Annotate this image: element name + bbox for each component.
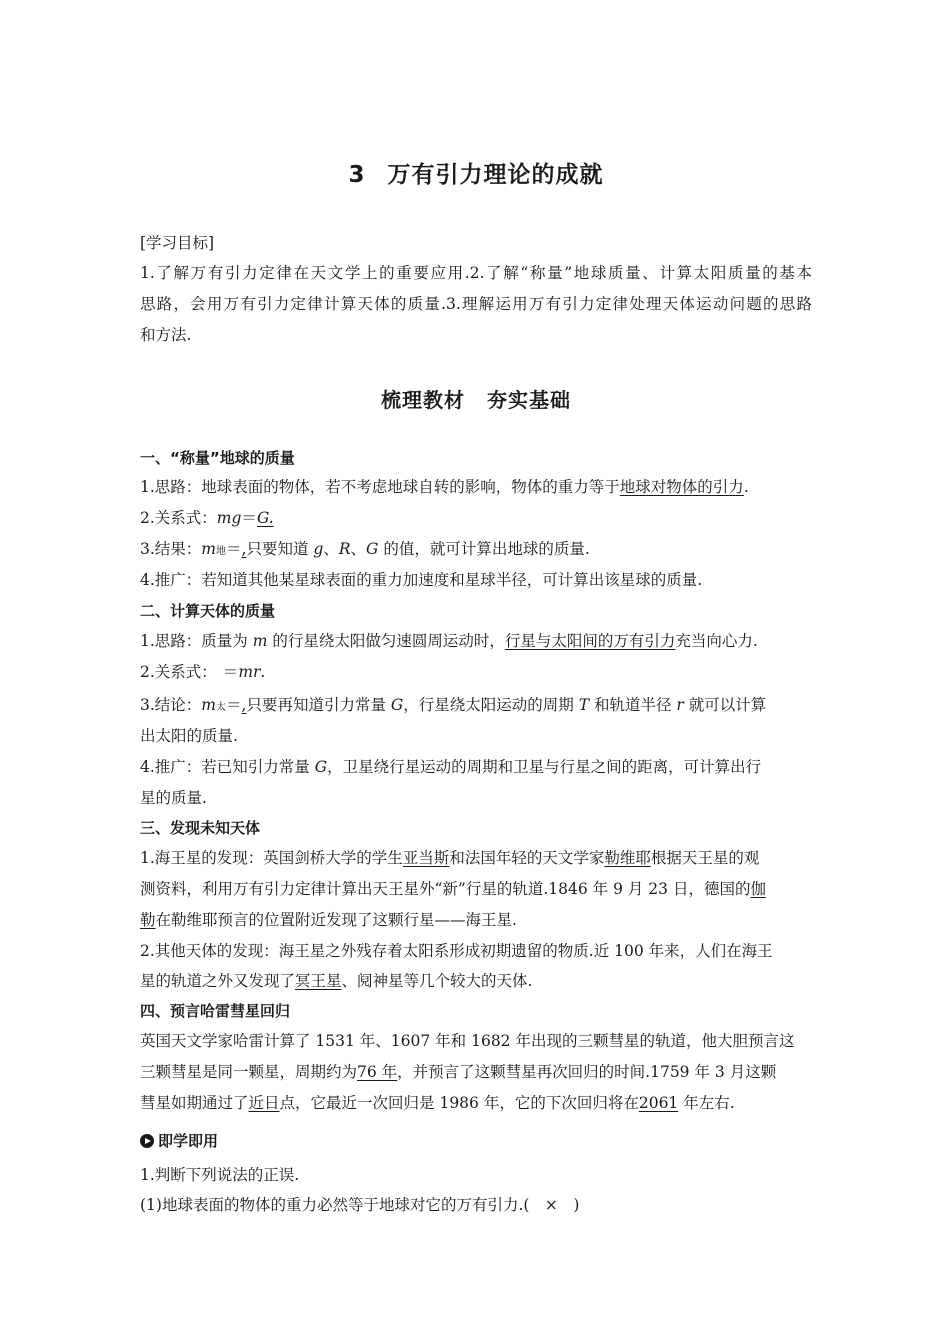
s2-p2-end: .: [260, 663, 266, 681]
s2-p1: [140, 631, 812, 651]
s2-p3-text-c: ，行星绕太阳运动的周期: [403, 696, 579, 714]
title-number: 3: [348, 162, 366, 188]
s1-heading: 一、“称量”地球的质量: [140, 449, 295, 467]
s1-p3-sep2: 、: [350, 540, 367, 558]
s2-p1-text-c: 充当向心力.: [675, 632, 758, 650]
s1-p3-text: 3.结果：: [140, 540, 202, 558]
s2-p2: [140, 662, 812, 682]
s2-heading: 二、计算天体的质量: [140, 602, 276, 620]
s3-p1-line2: [140, 879, 812, 899]
s2-p3-m: m: [201, 696, 216, 714]
s4-line3-perihelion: 近日: [248, 1094, 280, 1112]
s1-p3-text-c: 的值，就可计算出地球的质量.: [378, 540, 590, 558]
s1-p3-blank: ,: [241, 540, 247, 558]
s4-line3-text-b: 点，它最近一次回归是 1986 年，它的下次回归将在: [279, 1094, 639, 1112]
practice-q1: 1.判断下列说法的正误.: [140, 1166, 300, 1184]
s1-p1-text: 1.思路：地球表面的物体，若不考虑地球自转的影响，物体的重力等于: [140, 478, 620, 496]
s2-p3: [140, 695, 812, 718]
s3-p1-galle-a: 伽: [750, 880, 766, 898]
s1-p3-g: g: [313, 540, 324, 558]
objectives-line-1: 1.了解万有引力定律在天文学上的重要应用.2.了解“称量”地球质量、计算太阳质量的基本: [140, 264, 812, 282]
s2-p4-text-b: ，卫星绕行星运动的周期和卫星与行星之间的距离，可计算出行: [327, 758, 762, 776]
s1-p1-end: .: [743, 478, 749, 496]
s1-p3-sep1: 、: [323, 540, 339, 558]
practice-heading-text: 即学即用: [158, 1132, 219, 1150]
s3-p1: [140, 848, 812, 868]
s4-line1: 英国天文学家哈雷计算了 1531 年、1607 年和 1682 年出现的三颗彗星的轨道，他大胆预言这: [140, 1032, 795, 1050]
section-title-part1: 梳理教材: [381, 388, 465, 412]
s2-p3-eq: ＝: [226, 696, 242, 714]
s1-p2: [140, 508, 812, 528]
s1-p3: [140, 539, 812, 562]
s4-line2: [140, 1062, 812, 1082]
s2-p4-line2: 星的质量.: [140, 789, 207, 807]
s3-p2-text-b: 、阋神星等几个较大的天体.: [341, 972, 533, 990]
s4-line3-text: 彗星如期通过了: [140, 1094, 249, 1112]
objectives-line-2: 思路，会用万有引力定律计算天体的质量.3.理解运用万有引力定律处理天体运动问题的思路: [140, 295, 812, 313]
s2-p2-mr: mr: [238, 663, 261, 681]
s2-p3-T: T: [578, 696, 590, 714]
practice-heading: [140, 1131, 812, 1151]
s3-p2-line2: [140, 971, 812, 991]
s2-p3-text-e: 就可以计算: [683, 696, 767, 714]
s2-p3-text-d: 和轨道半径: [589, 696, 677, 714]
s2-p1-answer: 行星与太阳间的万有引力: [504, 632, 676, 650]
s1-p1: [140, 477, 812, 497]
s2-p1-text: 1.思路：质量为: [140, 632, 253, 650]
s2-p3-sub: 太: [216, 702, 226, 713]
s4-line2-text: 三颗彗星是同一颗星，周期约为: [140, 1063, 358, 1081]
s3-p2-pluto: 冥王星: [295, 972, 342, 990]
s3-p1-text-b: 和法国年轻的天文学家: [449, 849, 605, 867]
s1-p2-G: G.: [256, 509, 274, 527]
objectives-label: [学习目标]: [140, 234, 215, 252]
s3-heading: 三、发现未知天体: [140, 819, 261, 837]
s1-p3-eq: ＝: [226, 540, 242, 558]
objectives-line-3: 和方法.: [140, 326, 192, 344]
s3-p1-adams: 亚当斯: [402, 849, 450, 867]
s3-p1-text-c: 根据天王星的观: [650, 849, 760, 867]
s1-p3-R: R: [338, 540, 351, 558]
s3-p2-line1: 2.其他天体的发现：海王星之外残存着太阳系形成初期遗留的物质.近 100 年来，人们在海王: [140, 942, 773, 960]
s1-p3-text-b: 只要知道: [246, 540, 314, 558]
s1-p2-mg: mg: [216, 509, 242, 527]
s2-p2-text: 2.关系式：: [140, 663, 217, 681]
section-title: [140, 384, 812, 413]
title-text: 万有引力理论的成就: [387, 162, 604, 188]
page-title: [140, 156, 812, 189]
s2-p3-r: r: [676, 696, 684, 714]
s1-p3-G: G: [366, 540, 379, 558]
s4-line3-text-c: 年左右.: [678, 1094, 735, 1112]
s3-p2-text: 星的轨道之外又发现了: [140, 972, 296, 990]
s2-p3-text: 3.结论：: [140, 696, 202, 714]
s2-p3-G: G: [390, 696, 404, 714]
s2-p3-line2: 出太阳的质量.: [140, 727, 238, 745]
s3-p1-text: 1.海王星的发现：英国剑桥大学的学生: [140, 849, 403, 867]
s3-p1-line3-text: 在勒维耶预言的位置附近发现了这颗行星——海王星.: [155, 911, 517, 929]
s2-p3-blank: ,: [241, 696, 247, 714]
s4-line2-text-b: ，并预言了这颗彗星再次回归的时间.1759 年 3 月这颗: [397, 1063, 777, 1081]
s4-line2-period: 76 年: [357, 1063, 398, 1081]
s2-p1-text-b: 的行星绕太阳做匀速圆周运动时，: [267, 632, 505, 650]
s2-p4: [140, 757, 812, 777]
s1-p4: 4.推广：若知道其他某星球表面的重力加速度和星球半径，可计算出该星球的质量.: [140, 571, 703, 589]
section-title-part2: 夯实基础: [487, 388, 571, 412]
s1-p1-answer: 地球对物体的引力: [619, 478, 744, 496]
s1-p2-text: 2.关系式：: [140, 509, 217, 527]
s1-p3-m: m: [201, 540, 216, 558]
s4-line3-year: 2061: [638, 1094, 679, 1112]
practice-q1-1: (1)地球表面的物体的重力必然等于地球对它的万有引力.( × ): [140, 1196, 580, 1214]
s1-p3-sub: 地: [216, 546, 226, 557]
s3-p1-line3: [140, 910, 812, 930]
s2-p4-G: G: [314, 758, 328, 776]
s3-p1-line2-text: 测资料，利用万有引力定律计算出天王星外“新”行星的轨道.1846 年 9 月 23 日，德国的: [140, 880, 751, 898]
s2-p4-text: 4.推广：若已知引力常量: [140, 758, 315, 776]
s1-p2-eq: ＝: [241, 509, 257, 527]
s4-line3: [140, 1093, 812, 1113]
s3-p1-galle-b: 勒: [140, 911, 156, 929]
s3-p1-leverrier: 勒维耶: [604, 849, 651, 867]
play-circle-icon: [140, 1134, 154, 1148]
s2-p2-eq: ＝: [222, 663, 239, 681]
s4-heading: 四、预言哈雷彗星回归: [140, 1002, 291, 1020]
s2-p3-text-b: 只要再知道引力常量: [246, 696, 391, 714]
s2-p1-m: m: [252, 632, 268, 650]
